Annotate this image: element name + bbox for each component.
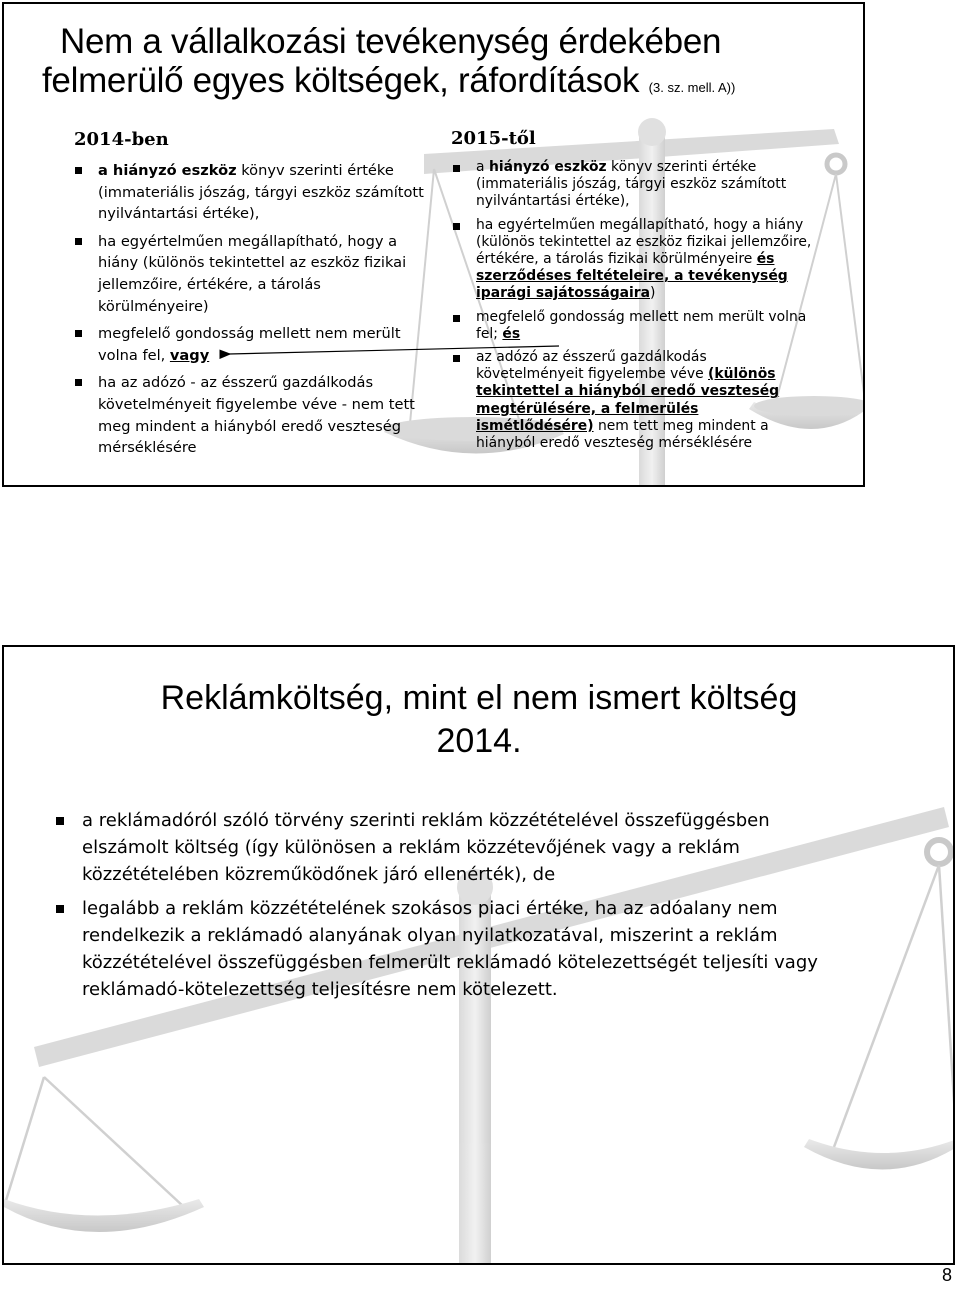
item-emphasis: (különös tekintettel a hiányból eredő veszteség megtérülésére, a felmerülés ismétlődésére) <box>476 366 780 434</box>
arrow-icon <box>4 4 865 487</box>
item-text: ha egyértelműen megállapítható, hogy a hiány (különös tekintettel az eszköz fizikai jellemzőire, értékére, a tárolás fizikai körülményeire <box>476 216 812 268</box>
item-text: ha az adózó - az ésszerű gazdálkodás követelményeit figyelembe véve - nem tett meg mindent a hiányból eredő veszteség mérséklésére <box>98 374 415 457</box>
item-text: könyv szerinti értéke (immateriális jószág, tárgyi eszköz számított nyilvántartási értéke), <box>98 162 424 223</box>
item-text: ha egyértelműen megállapítható, hogy a hiány (különös tekintettel az eszköz fizikai jellemzőire, értékére, a tárolás körülményeire) <box>98 232 407 315</box>
item-text: az adózó az ésszerű gazdálkodás követelményeit figyelembe véve <box>476 349 709 383</box>
title-line-2: felmerülő egyes költségek, ráfordítások <box>42 61 640 100</box>
item-emphasis: és <box>502 325 521 342</box>
slide-2 <box>2 645 955 1265</box>
column-heading-2015: 2015-től <box>451 128 536 149</box>
title-note: (3. sz. mell. A)) <box>648 80 736 95</box>
slide-2-title <box>44 677 914 763</box>
title-line-1: Reklámköltség, mint el nem ismert költség <box>160 679 798 717</box>
item-text: ) <box>650 285 656 302</box>
item-emphasis: vagy <box>169 346 210 364</box>
item-text: a <box>476 159 489 175</box>
list-item: legalább a reklám közzétételének szokásos piaci értéke, ha az adóalany nem rendelkezik a reklámadó alanyának olyan nyilatkozatával, miszerint a reklám közzétételével összefüggésben felmerült reklámadó kötelezettségét teljesíti vagy reklámadó-kötelezettség teljesítésre nem kötelezett. <box>54 895 824 1003</box>
item-bold: a hiányzó eszköz <box>98 162 237 179</box>
item-text: megfelelő gondosság mellett nem merült volna fel, <box>98 325 401 364</box>
page-number: 8 <box>941 1265 952 1285</box>
list-item: a reklámadóról szóló törvény szerinti reklám közzétételével összefüggésben elszámolt költség (így különösen a reklám közzétevőjének vagy a reklám közzétételében közreműködőnek járó ellenérték), de <box>54 807 824 888</box>
column-heading-2014: 2014-ben <box>74 129 169 150</box>
slide-1 <box>2 2 865 487</box>
item-bold: hiányzó eszköz <box>488 159 607 175</box>
title-line-1: Nem a vállalkozási tevékenység érdekében <box>60 22 722 61</box>
item-emphasis: és szerződéses feltételeire, a tevékenység iparági sajátosságaira <box>476 251 788 302</box>
title-line-2: 2014. <box>436 722 522 760</box>
item-text: nem tett meg mindent a hiányból eredő veszteség mérséklésére <box>476 417 769 452</box>
item-text: megfelelő gondosság mellett nem merült volna fel; <box>476 308 807 342</box>
list-reklam <box>54 807 824 1010</box>
item-text: könyv szerinti értéke (immateriális jószág, tárgyi eszköz számított nyilvántartási értéke), <box>476 159 787 210</box>
